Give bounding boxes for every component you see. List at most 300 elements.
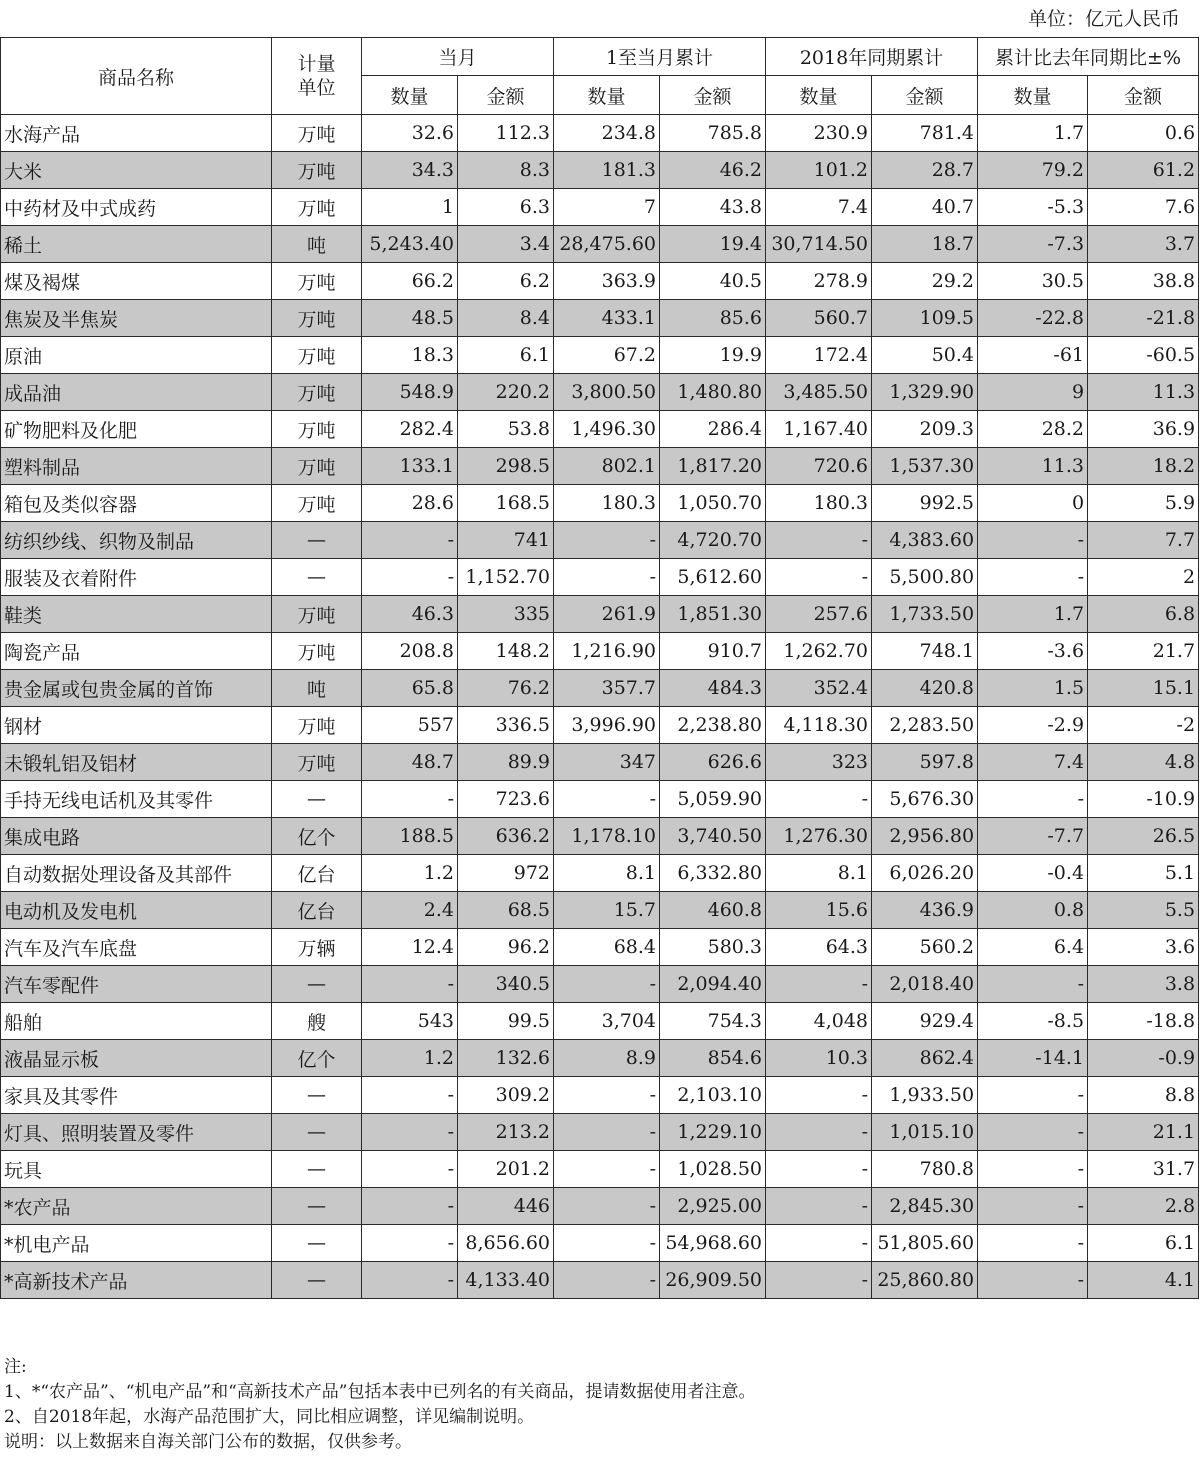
yoy-quantity: - bbox=[978, 1114, 1088, 1151]
product-name: 大米 bbox=[1, 152, 272, 189]
month-quantity: - bbox=[362, 966, 458, 1003]
month-amount: 53.8 bbox=[458, 411, 554, 448]
ytd-quantity: 3,704 bbox=[554, 1003, 660, 1040]
measure-unit: 万吨 bbox=[272, 300, 362, 337]
month-quantity: - bbox=[362, 522, 458, 559]
prev-ytd-quantity: - bbox=[766, 522, 872, 559]
ytd-amount: 5,612.60 bbox=[660, 559, 766, 596]
prev-ytd-amount: 1,537.30 bbox=[872, 448, 978, 485]
ytd-amount: 1,817.20 bbox=[660, 448, 766, 485]
product-name: *机电产品 bbox=[1, 1225, 272, 1262]
month-amount: 309.2 bbox=[458, 1077, 554, 1114]
prev-ytd-amount: 780.8 bbox=[872, 1151, 978, 1188]
table-row bbox=[1, 300, 1199, 337]
measure-unit: — bbox=[272, 966, 362, 1003]
month-amount: 68.5 bbox=[458, 892, 554, 929]
yoy-amount: 18.2 bbox=[1088, 448, 1199, 485]
measure-unit: — bbox=[272, 1151, 362, 1188]
month-quantity: 1 bbox=[362, 189, 458, 226]
prev-ytd-amount: 597.8 bbox=[872, 744, 978, 781]
prev-ytd-quantity: 172.4 bbox=[766, 337, 872, 374]
yoy-amount: 4.8 bbox=[1088, 744, 1199, 781]
prev-ytd-amount: 2,956.80 bbox=[872, 818, 978, 855]
prev-ytd-quantity: 352.4 bbox=[766, 670, 872, 707]
month-amount: 972 bbox=[458, 855, 554, 892]
ytd-amount: 1,028.50 bbox=[660, 1151, 766, 1188]
ytd-amount: 1,229.10 bbox=[660, 1114, 766, 1151]
product-name: 自动数据处理设备及其部件 bbox=[1, 855, 272, 892]
table-row bbox=[1, 1003, 1199, 1040]
ytd-amount: 85.6 bbox=[660, 300, 766, 337]
ytd-amount: 43.8 bbox=[660, 189, 766, 226]
yoy-quantity: - bbox=[978, 1077, 1088, 1114]
ytd-quantity: - bbox=[554, 781, 660, 818]
yoy-quantity: - bbox=[978, 1151, 1088, 1188]
ytd-amount: 19.4 bbox=[660, 226, 766, 263]
product-name: 集成电路 bbox=[1, 818, 272, 855]
ytd-quantity: - bbox=[554, 559, 660, 596]
ytd-amount: 46.2 bbox=[660, 152, 766, 189]
prev-ytd-quantity: 230.9 bbox=[766, 115, 872, 152]
ytd-quantity: 357.7 bbox=[554, 670, 660, 707]
notes bbox=[4, 1355, 755, 1455]
table-row bbox=[1, 818, 1199, 855]
product-name: 汽车零配件 bbox=[1, 966, 272, 1003]
table-row bbox=[1, 744, 1199, 781]
ytd-amount: 54,968.60 bbox=[660, 1225, 766, 1262]
yoy-quantity: - bbox=[978, 522, 1088, 559]
subheader-quantity: 数量 bbox=[554, 76, 660, 115]
prev-ytd-amount: 4,383.60 bbox=[872, 522, 978, 559]
ytd-quantity: 363.9 bbox=[554, 263, 660, 300]
month-quantity: 28.6 bbox=[362, 485, 458, 522]
month-amount: 201.2 bbox=[458, 1151, 554, 1188]
month-quantity: 34.3 bbox=[362, 152, 458, 189]
measure-unit: — bbox=[272, 522, 362, 559]
product-name: 纺织纱线、织物及制品 bbox=[1, 522, 272, 559]
month-quantity: 188.5 bbox=[362, 818, 458, 855]
month-quantity: 2.4 bbox=[362, 892, 458, 929]
yoy-amount: -10.9 bbox=[1088, 781, 1199, 818]
header-2018-ytd: 2018年同期累计 bbox=[766, 38, 978, 76]
yoy-amount: 2.8 bbox=[1088, 1188, 1199, 1225]
measure-unit: — bbox=[272, 1225, 362, 1262]
month-amount: 213.2 bbox=[458, 1114, 554, 1151]
month-quantity: 66.2 bbox=[362, 263, 458, 300]
prev-ytd-quantity: - bbox=[766, 1114, 872, 1151]
ytd-quantity: 8.9 bbox=[554, 1040, 660, 1077]
yoy-quantity: - bbox=[978, 1262, 1088, 1299]
ytd-amount: 460.8 bbox=[660, 892, 766, 929]
month-quantity: 46.3 bbox=[362, 596, 458, 633]
prev-ytd-amount: 1,733.50 bbox=[872, 596, 978, 633]
table-row bbox=[1, 263, 1199, 300]
yoy-amount: 0.6 bbox=[1088, 115, 1199, 152]
product-name: 塑料制品 bbox=[1, 448, 272, 485]
month-amount: 4,133.40 bbox=[458, 1262, 554, 1299]
prev-ytd-quantity: - bbox=[766, 1151, 872, 1188]
product-name: 服装及衣着附件 bbox=[1, 559, 272, 596]
yoy-amount: -60.5 bbox=[1088, 337, 1199, 374]
month-quantity: 48.5 bbox=[362, 300, 458, 337]
measure-unit: 亿台 bbox=[272, 855, 362, 892]
yoy-amount: -0.9 bbox=[1088, 1040, 1199, 1077]
product-name: 手持无线电话机及其零件 bbox=[1, 781, 272, 818]
prev-ytd-amount: 18.7 bbox=[872, 226, 978, 263]
measure-unit: — bbox=[272, 1188, 362, 1225]
prev-ytd-quantity: 1,262.70 bbox=[766, 633, 872, 670]
yoy-quantity: 1.7 bbox=[978, 596, 1088, 633]
table-row bbox=[1, 633, 1199, 670]
table-row bbox=[1, 522, 1199, 559]
ytd-quantity: 1,178.10 bbox=[554, 818, 660, 855]
prev-ytd-quantity: 323 bbox=[766, 744, 872, 781]
month-amount: 340.5 bbox=[458, 966, 554, 1003]
product-name: 电动机及发电机 bbox=[1, 892, 272, 929]
ytd-amount: 4,720.70 bbox=[660, 522, 766, 559]
yoy-amount: 6.8 bbox=[1088, 596, 1199, 633]
yoy-amount: 6.1 bbox=[1088, 1225, 1199, 1262]
ytd-amount: 6,332.80 bbox=[660, 855, 766, 892]
prev-ytd-amount: 209.3 bbox=[872, 411, 978, 448]
subheader-amount: 金额 bbox=[1088, 76, 1199, 115]
month-quantity: - bbox=[362, 781, 458, 818]
table-row bbox=[1, 374, 1199, 411]
table-row bbox=[1, 892, 1199, 929]
yoy-quantity: -2.9 bbox=[978, 707, 1088, 744]
table-row bbox=[1, 152, 1199, 189]
month-amount: 335 bbox=[458, 596, 554, 633]
yoy-quantity: - bbox=[978, 966, 1088, 1003]
month-quantity: 1.2 bbox=[362, 1040, 458, 1077]
table-row bbox=[1, 670, 1199, 707]
table-row bbox=[1, 596, 1199, 633]
product-name: 陶瓷产品 bbox=[1, 633, 272, 670]
ytd-quantity: 261.9 bbox=[554, 596, 660, 633]
header-unit-text: 计量单位 bbox=[297, 53, 336, 99]
yoy-quantity: 28.2 bbox=[978, 411, 1088, 448]
ytd-amount: 3,740.50 bbox=[660, 818, 766, 855]
prev-ytd-quantity: 101.2 bbox=[766, 152, 872, 189]
yoy-amount: 36.9 bbox=[1088, 411, 1199, 448]
measure-unit: 万辆 bbox=[272, 929, 362, 966]
ytd-amount: 484.3 bbox=[660, 670, 766, 707]
yoy-quantity: -61 bbox=[978, 337, 1088, 374]
month-amount: 723.6 bbox=[458, 781, 554, 818]
yoy-amount: 5.5 bbox=[1088, 892, 1199, 929]
month-amount: 741 bbox=[458, 522, 554, 559]
subheader-amount: 金额 bbox=[458, 76, 554, 115]
month-amount: 96.2 bbox=[458, 929, 554, 966]
table-row bbox=[1, 1040, 1199, 1077]
month-amount: 168.5 bbox=[458, 485, 554, 522]
ytd-quantity: - bbox=[554, 1114, 660, 1151]
product-name: 汽车及汽车底盘 bbox=[1, 929, 272, 966]
month-amount: 76.2 bbox=[458, 670, 554, 707]
subheader-quantity: 数量 bbox=[978, 76, 1088, 115]
month-amount: 446 bbox=[458, 1188, 554, 1225]
month-quantity: 557 bbox=[362, 707, 458, 744]
table-row bbox=[1, 115, 1199, 152]
prev-ytd-quantity: - bbox=[766, 1225, 872, 1262]
note-2: 2、自2018年起，水海产品范围扩大，同比相应调整，详见编制说明。 bbox=[4, 1407, 535, 1427]
prev-ytd-amount: 1,933.50 bbox=[872, 1077, 978, 1114]
measure-unit: — bbox=[272, 1114, 362, 1151]
yoy-amount: 3.7 bbox=[1088, 226, 1199, 263]
yoy-quantity: -7.3 bbox=[978, 226, 1088, 263]
yoy-quantity: - bbox=[978, 559, 1088, 596]
yoy-amount: 38.8 bbox=[1088, 263, 1199, 300]
header-yoy-change: 累计比去年同期比±% bbox=[978, 38, 1199, 76]
month-quantity: - bbox=[362, 559, 458, 596]
measure-unit: 吨 bbox=[272, 226, 362, 263]
yoy-quantity: -3.6 bbox=[978, 633, 1088, 670]
prev-ytd-amount: 109.5 bbox=[872, 300, 978, 337]
yoy-quantity: 6.4 bbox=[978, 929, 1088, 966]
ytd-amount: 286.4 bbox=[660, 411, 766, 448]
ytd-amount: 26,909.50 bbox=[660, 1262, 766, 1299]
ytd-quantity: 433.1 bbox=[554, 300, 660, 337]
prev-ytd-quantity: 1,276.30 bbox=[766, 818, 872, 855]
prev-ytd-amount: 748.1 bbox=[872, 633, 978, 670]
prev-ytd-amount: 40.7 bbox=[872, 189, 978, 226]
month-amount: 8.3 bbox=[458, 152, 554, 189]
ytd-amount: 1,050.70 bbox=[660, 485, 766, 522]
prev-ytd-quantity: 4,048 bbox=[766, 1003, 872, 1040]
ytd-amount: 854.6 bbox=[660, 1040, 766, 1077]
ytd-quantity: - bbox=[554, 522, 660, 559]
product-name: 矿物肥料及化肥 bbox=[1, 411, 272, 448]
ytd-quantity: 7 bbox=[554, 189, 660, 226]
table-row bbox=[1, 1188, 1199, 1225]
yoy-quantity: - bbox=[978, 1188, 1088, 1225]
header-name: 商品名称 bbox=[1, 38, 272, 115]
ytd-quantity: 347 bbox=[554, 744, 660, 781]
product-name: 贵金属或包贵金属的首饰 bbox=[1, 670, 272, 707]
measure-unit: 亿台 bbox=[272, 892, 362, 929]
header-unit bbox=[272, 38, 362, 115]
yoy-amount: -18.8 bbox=[1088, 1003, 1199, 1040]
unit-label: 单位：亿元人民币 bbox=[1027, 8, 1180, 30]
month-amount: 220.2 bbox=[458, 374, 554, 411]
product-name: 未锻轧铝及铝材 bbox=[1, 744, 272, 781]
yoy-amount: 21.1 bbox=[1088, 1114, 1199, 1151]
table-row bbox=[1, 337, 1199, 374]
month-quantity: - bbox=[362, 1188, 458, 1225]
yoy-amount: 7.6 bbox=[1088, 189, 1199, 226]
yoy-quantity: 30.5 bbox=[978, 263, 1088, 300]
table-row bbox=[1, 929, 1199, 966]
prev-ytd-quantity: 720.6 bbox=[766, 448, 872, 485]
note-1: 1、*“农产品”、“机电产品”和“高新技术产品”包括本表中已列名的有关商品，提请数据使用者注意。 bbox=[4, 1382, 756, 1402]
prev-ytd-amount: 51,805.60 bbox=[872, 1225, 978, 1262]
product-name: 中药材及中式成药 bbox=[1, 189, 272, 226]
prev-ytd-quantity: - bbox=[766, 781, 872, 818]
measure-unit: 万吨 bbox=[272, 115, 362, 152]
month-quantity: 48.7 bbox=[362, 744, 458, 781]
prev-ytd-quantity: 1,167.40 bbox=[766, 411, 872, 448]
ytd-amount: 2,925.00 bbox=[660, 1188, 766, 1225]
ytd-quantity: - bbox=[554, 1262, 660, 1299]
note-source: 说明：以上数据来自海关部门公布的数据，仅供参考。 bbox=[4, 1432, 412, 1452]
prev-ytd-amount: 560.2 bbox=[872, 929, 978, 966]
prev-ytd-quantity: 180.3 bbox=[766, 485, 872, 522]
measure-unit: 万吨 bbox=[272, 411, 362, 448]
table-row bbox=[1, 707, 1199, 744]
measure-unit: 亿个 bbox=[272, 1040, 362, 1077]
table-row bbox=[1, 855, 1199, 892]
month-amount: 6.2 bbox=[458, 263, 554, 300]
prev-ytd-amount: 25,860.80 bbox=[872, 1262, 978, 1299]
prev-ytd-amount: 29.2 bbox=[872, 263, 978, 300]
month-quantity: 208.8 bbox=[362, 633, 458, 670]
month-quantity: - bbox=[362, 1114, 458, 1151]
measure-unit: — bbox=[272, 559, 362, 596]
measure-unit: 万吨 bbox=[272, 337, 362, 374]
table-row bbox=[1, 411, 1199, 448]
yoy-amount: 2 bbox=[1088, 559, 1199, 596]
month-amount: 6.3 bbox=[458, 189, 554, 226]
measure-unit: 万吨 bbox=[272, 633, 362, 670]
table-row bbox=[1, 1262, 1199, 1299]
table-row bbox=[1, 226, 1199, 263]
table-row bbox=[1, 448, 1199, 485]
prev-ytd-amount: 5,500.80 bbox=[872, 559, 978, 596]
prev-ytd-quantity: 560.7 bbox=[766, 300, 872, 337]
yoy-amount: 3.8 bbox=[1088, 966, 1199, 1003]
yoy-quantity: 9 bbox=[978, 374, 1088, 411]
yoy-quantity: -7.7 bbox=[978, 818, 1088, 855]
ytd-quantity: 8.1 bbox=[554, 855, 660, 892]
measure-unit: 万吨 bbox=[272, 152, 362, 189]
yoy-amount: 4.1 bbox=[1088, 1262, 1199, 1299]
prev-ytd-quantity: 257.6 bbox=[766, 596, 872, 633]
ytd-quantity: 802.1 bbox=[554, 448, 660, 485]
yoy-quantity: -8.5 bbox=[978, 1003, 1088, 1040]
month-quantity: 18.3 bbox=[362, 337, 458, 374]
month-quantity: 32.6 bbox=[362, 115, 458, 152]
prev-ytd-quantity: - bbox=[766, 559, 872, 596]
ytd-quantity: - bbox=[554, 1225, 660, 1262]
table-body bbox=[1, 115, 1199, 1299]
ytd-amount: 1,480.80 bbox=[660, 374, 766, 411]
measure-unit: 万吨 bbox=[272, 744, 362, 781]
month-amount: 99.5 bbox=[458, 1003, 554, 1040]
prev-ytd-quantity: 15.6 bbox=[766, 892, 872, 929]
product-name: 钢材 bbox=[1, 707, 272, 744]
table-row bbox=[1, 1114, 1199, 1151]
yoy-quantity: -22.8 bbox=[978, 300, 1088, 337]
measure-unit: 艘 bbox=[272, 1003, 362, 1040]
header-ytd: 1至当月累计 bbox=[554, 38, 766, 76]
yoy-amount: 15.1 bbox=[1088, 670, 1199, 707]
table-row bbox=[1, 485, 1199, 522]
measure-unit: 万吨 bbox=[272, 448, 362, 485]
prev-ytd-quantity: 278.9 bbox=[766, 263, 872, 300]
ytd-amount: 40.5 bbox=[660, 263, 766, 300]
prev-ytd-quantity: - bbox=[766, 966, 872, 1003]
month-amount: 132.6 bbox=[458, 1040, 554, 1077]
month-quantity: 1.2 bbox=[362, 855, 458, 892]
ytd-quantity: - bbox=[554, 1151, 660, 1188]
measure-unit: 亿个 bbox=[272, 818, 362, 855]
table-row bbox=[1, 559, 1199, 596]
month-amount: 112.3 bbox=[458, 115, 554, 152]
ytd-quantity: 180.3 bbox=[554, 485, 660, 522]
prev-ytd-amount: 992.5 bbox=[872, 485, 978, 522]
export-table bbox=[0, 37, 1199, 1299]
month-quantity: - bbox=[362, 1262, 458, 1299]
prev-ytd-amount: 862.4 bbox=[872, 1040, 978, 1077]
month-amount: 636.2 bbox=[458, 818, 554, 855]
month-quantity: 5,243.40 bbox=[362, 226, 458, 263]
ytd-amount: 580.3 bbox=[660, 929, 766, 966]
prev-ytd-amount: 50.4 bbox=[872, 337, 978, 374]
ytd-amount: 19.9 bbox=[660, 337, 766, 374]
ytd-amount: 2,103.10 bbox=[660, 1077, 766, 1114]
prev-ytd-amount: 2,845.30 bbox=[872, 1188, 978, 1225]
product-name: 稀土 bbox=[1, 226, 272, 263]
month-quantity: - bbox=[362, 1077, 458, 1114]
prev-ytd-amount: 929.4 bbox=[872, 1003, 978, 1040]
product-name: 成品油 bbox=[1, 374, 272, 411]
yoy-quantity: 0 bbox=[978, 485, 1088, 522]
product-name: 鞋类 bbox=[1, 596, 272, 633]
yoy-quantity: 1.5 bbox=[978, 670, 1088, 707]
prev-ytd-quantity: - bbox=[766, 1262, 872, 1299]
prev-ytd-quantity: 64.3 bbox=[766, 929, 872, 966]
yoy-amount: -21.8 bbox=[1088, 300, 1199, 337]
ytd-quantity: 67.2 bbox=[554, 337, 660, 374]
ytd-amount: 2,238.80 bbox=[660, 707, 766, 744]
prev-ytd-quantity: 4,118.30 bbox=[766, 707, 872, 744]
month-quantity: 12.4 bbox=[362, 929, 458, 966]
subheader-quantity: 数量 bbox=[362, 76, 458, 115]
product-name: 玩具 bbox=[1, 1151, 272, 1188]
prev-ytd-amount: 1,015.10 bbox=[872, 1114, 978, 1151]
yoy-quantity: - bbox=[978, 1225, 1088, 1262]
measure-unit: 万吨 bbox=[272, 485, 362, 522]
ytd-amount: 754.3 bbox=[660, 1003, 766, 1040]
month-amount: 8.4 bbox=[458, 300, 554, 337]
product-name: *高新技术产品 bbox=[1, 1262, 272, 1299]
prev-ytd-quantity: 3,485.50 bbox=[766, 374, 872, 411]
table-row bbox=[1, 189, 1199, 226]
month-quantity: 282.4 bbox=[362, 411, 458, 448]
prev-ytd-quantity: 30,714.50 bbox=[766, 226, 872, 263]
yoy-quantity: 79.2 bbox=[978, 152, 1088, 189]
ytd-amount: 5,059.90 bbox=[660, 781, 766, 818]
prev-ytd-amount: 420.8 bbox=[872, 670, 978, 707]
yoy-amount: 8.8 bbox=[1088, 1077, 1199, 1114]
measure-unit: 吨 bbox=[272, 670, 362, 707]
ytd-quantity: 15.7 bbox=[554, 892, 660, 929]
measure-unit: 万吨 bbox=[272, 596, 362, 633]
prev-ytd-amount: 2,018.40 bbox=[872, 966, 978, 1003]
ytd-quantity: - bbox=[554, 966, 660, 1003]
product-name: 船舶 bbox=[1, 1003, 272, 1040]
yoy-amount: 5.9 bbox=[1088, 485, 1199, 522]
month-amount: 336.5 bbox=[458, 707, 554, 744]
month-quantity: 133.1 bbox=[362, 448, 458, 485]
measure-unit: 万吨 bbox=[272, 189, 362, 226]
measure-unit: — bbox=[272, 1262, 362, 1299]
ytd-amount: 626.6 bbox=[660, 744, 766, 781]
prev-ytd-amount: 2,283.50 bbox=[872, 707, 978, 744]
yoy-quantity: 11.3 bbox=[978, 448, 1088, 485]
ytd-quantity: 1,496.30 bbox=[554, 411, 660, 448]
yoy-amount: 3.6 bbox=[1088, 929, 1199, 966]
